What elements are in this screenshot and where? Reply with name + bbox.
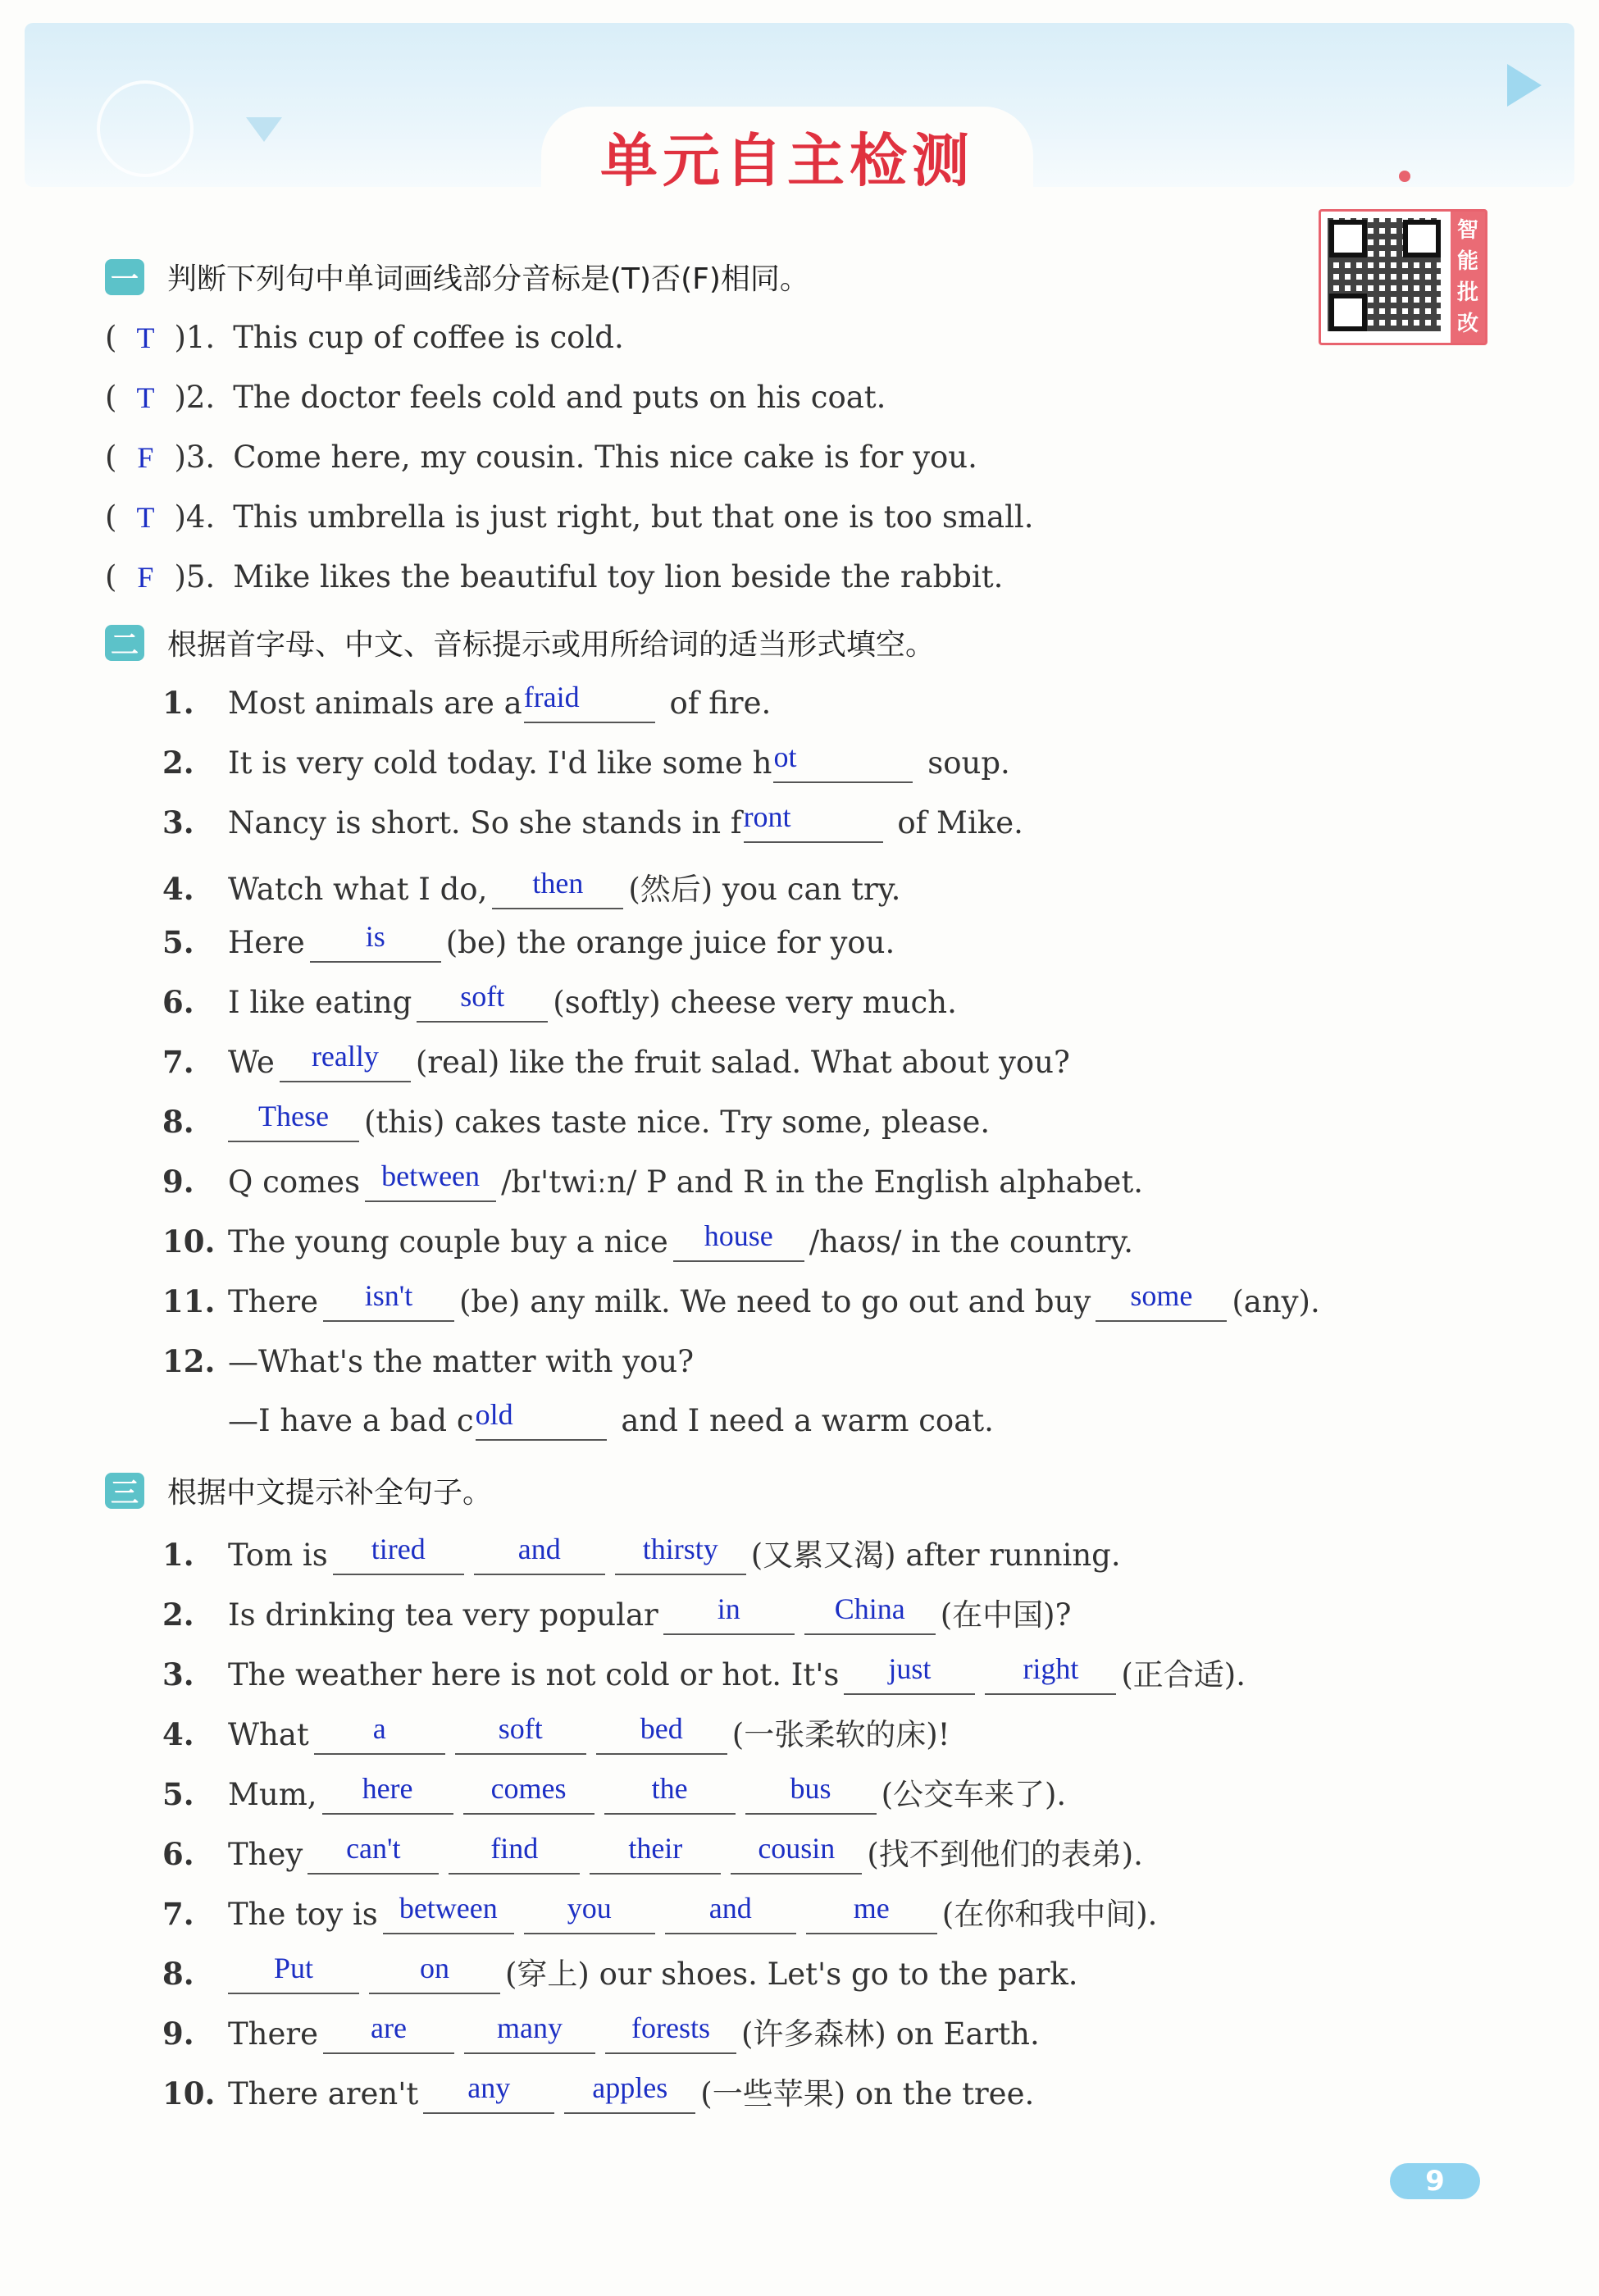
item-text: (softly) cheese very much. (553, 985, 957, 1020)
answer-blank[interactable] (745, 1772, 877, 1815)
item-text: This cup of coffee is cold. (233, 320, 624, 355)
s1-item-2: ( T )2. The doctor feels cold and puts on his coat. (105, 380, 886, 415)
answer-blank[interactable] (314, 1712, 445, 1755)
answer-blank[interactable] (1096, 1279, 1227, 1322)
s1-item-3: ( F )3. Come here, my cousin. This nice cake is for you. (105, 440, 977, 475)
item-number: 11. (162, 1283, 216, 1319)
qr-label-char: 智 (1456, 218, 1478, 243)
item-number: 3. (162, 1656, 194, 1692)
item-text: /bɪ'twiːn/ P and R in the English alphabet. (501, 1164, 1143, 1200)
answer: These (258, 1100, 329, 1132)
item-text: Come here, my cousin. This nice cake is for you. (233, 440, 977, 475)
answer-blank[interactable] (596, 1712, 727, 1755)
item-number: 2. (162, 745, 194, 781)
item-number: 9. (162, 1164, 194, 1200)
item-text: /haʊs/ in the country. (809, 1224, 1134, 1260)
item-text: (在中国)? (940, 1597, 1072, 1633)
answer-blank[interactable] (323, 2011, 454, 2054)
answer: then (532, 867, 584, 900)
item-text: Mike likes the beautiful toy lion beside the rabbit. (233, 559, 1004, 594)
item-text: The toy is (228, 1897, 378, 1932)
item-number: 7. (162, 1896, 194, 1932)
s1-item-1: ( T )1. This cup of coffee is cold. (105, 320, 624, 355)
answer: forests (631, 2011, 710, 2044)
answer-blank[interactable] (365, 1159, 496, 1202)
answer-blank[interactable] (743, 800, 883, 843)
s3-item-3 (162, 1650, 1246, 1695)
item-text: We (228, 1045, 275, 1080)
answer-blank[interactable] (590, 1832, 721, 1875)
item-number: 6. (162, 984, 194, 1020)
answer-blank[interactable] (604, 1772, 736, 1815)
answer-blank[interactable] (523, 681, 655, 723)
item-text: There aren't (228, 2076, 419, 2112)
s3-item-5 (162, 1770, 1066, 1815)
s2-item-4 (162, 864, 900, 909)
answer-blank[interactable] (310, 920, 441, 963)
answer: their (628, 1832, 683, 1865)
item-number: )2. (174, 380, 216, 415)
answer-blank[interactable] (455, 1712, 586, 1755)
item-number: 10. (162, 2075, 216, 2112)
item-text: Mum, (228, 1777, 317, 1812)
answer: any (467, 2071, 511, 2104)
item-text: —What's the matter with you? (228, 1344, 695, 1379)
answer: ot (773, 740, 797, 773)
item-text: (在你和我中间). (941, 1897, 1158, 1932)
item-text: (正合适). (1121, 1657, 1246, 1692)
item-text: Tom is (228, 1538, 328, 1573)
item-text: The weather here is not cold or hot. It's (228, 1657, 840, 1692)
answer: F (137, 561, 154, 594)
s2-item-10 (162, 1219, 1134, 1262)
qr-finder-icon (1403, 220, 1441, 257)
section-badge: 三 (105, 1473, 144, 1509)
item-number: 7. (162, 1044, 194, 1080)
s2-item-8 (162, 1100, 991, 1142)
item-text: (许多森林) on Earth. (741, 2016, 1040, 2052)
item-text: (this) cakes taste nice. Try some, please. (364, 1105, 991, 1140)
s3-item-9 (162, 2009, 1040, 2054)
answer: bed (640, 1712, 683, 1745)
answer: on (420, 1952, 449, 1984)
answer-blank[interactable] (605, 2011, 736, 2054)
item-text: Nancy is short. So she stands in f (228, 805, 742, 840)
qr-label (1451, 212, 1485, 343)
answer: China (834, 1592, 905, 1625)
s2-item-9 (162, 1159, 1143, 1202)
s3-item-8 (162, 1949, 1078, 1994)
section-badge: 二 (105, 625, 144, 661)
answer: between (381, 1159, 481, 1192)
item-text: (穿上) our shoes. Let's go to the park. (505, 1957, 1078, 1992)
answer: really (311, 1040, 379, 1073)
answer: old (475, 1398, 513, 1431)
item-text: There (228, 2016, 318, 2052)
answer-blank[interactable] (308, 1832, 439, 1875)
item-text: of Mike. (897, 805, 1023, 840)
item-text: Q comes (228, 1164, 361, 1200)
s2-item-1 (162, 681, 772, 723)
item-text: (找不到他们的表弟). (867, 1837, 1143, 1872)
s1-item-4: ( T )4. This umbrella is just right, but that one is too small. (105, 499, 1034, 535)
qr-label-char: 改 (1456, 312, 1478, 336)
hanger-icon (1399, 171, 1410, 182)
item-text: What (228, 1717, 309, 1752)
answer: here (362, 1772, 413, 1805)
answer: between (399, 1892, 498, 1925)
item-text: The doctor feels cold and puts on his coat. (233, 380, 886, 415)
answer: many (497, 2011, 563, 2044)
page-number: 9 (1390, 2163, 1480, 2199)
item-number: 3. (162, 804, 194, 840)
answer: house (704, 1219, 773, 1252)
qr-finder-icon (1329, 220, 1367, 257)
item-number: 1. (162, 685, 194, 721)
answer-blank[interactable] (383, 1892, 514, 1934)
answer-blank[interactable] (323, 1279, 454, 1322)
answer-blank[interactable] (464, 2011, 595, 2054)
answer-blank[interactable] (564, 2071, 695, 2114)
item-number: 4. (162, 1716, 194, 1752)
section-3-heading (105, 1469, 492, 1511)
answer: can't (346, 1832, 401, 1865)
item-text: Watch what I do, (228, 872, 488, 907)
answer: just (888, 1652, 932, 1685)
item-number: )4. (174, 499, 216, 535)
answer-blank[interactable] (773, 740, 913, 783)
answer-blank[interactable] (673, 1219, 804, 1262)
item-text: Most animals are a (228, 686, 522, 721)
s2-item-12 (162, 1343, 694, 1379)
answer-blank[interactable] (228, 1952, 359, 1994)
answer-blank[interactable] (423, 2071, 554, 2114)
item-text: (一张柔软的床)! (731, 1717, 950, 1752)
answer: bus (790, 1772, 831, 1805)
answer: me (853, 1892, 890, 1925)
answer-blank[interactable] (322, 1772, 453, 1815)
item-number: 8. (162, 1956, 194, 1992)
answer: T (136, 381, 155, 414)
s2-item-7 (162, 1040, 1070, 1082)
item-number: )1. (174, 320, 216, 355)
item-text: (又累又渴) after running. (750, 1538, 1121, 1573)
answer: right (1023, 1652, 1079, 1685)
item-number: 12. (162, 1343, 216, 1379)
answer: F (137, 441, 154, 474)
qr-label-char: 批 (1456, 280, 1478, 305)
item-text: —I have a bad c (228, 1403, 474, 1438)
s3-item-4 (162, 1710, 950, 1755)
answer-blank[interactable] (985, 1652, 1116, 1695)
s2-item-5 (162, 920, 895, 963)
answer: thirsty (642, 1533, 718, 1565)
item-text: (一些苹果) on the tree. (700, 2076, 1035, 2112)
answer: tired (371, 1533, 426, 1565)
item-text: soup. (927, 745, 1010, 781)
answer: fraid (523, 681, 580, 713)
item-number: 4. (162, 871, 194, 907)
answer: isn't (364, 1279, 413, 1312)
answer: in (717, 1592, 740, 1625)
s3-item-7 (162, 1889, 1157, 1934)
section-instruction: 判断下列句中单词画线部分音标是(T)否(F)相同。 (167, 262, 809, 296)
answer: ront (743, 800, 791, 833)
s2-item-2 (162, 740, 1010, 783)
item-number: 8. (162, 1104, 194, 1140)
answer-blank[interactable] (417, 980, 548, 1023)
item-text: (any). (1232, 1284, 1320, 1319)
answer: soft (460, 980, 505, 1013)
answer: soft (498, 1712, 543, 1745)
answer-blank[interactable] (369, 1952, 500, 1994)
answer-blank[interactable] (280, 1040, 411, 1082)
s3-item-10 (162, 2069, 1034, 2114)
answer: are (371, 2011, 407, 2044)
item-number: 10. (162, 1223, 216, 1260)
answer-blank[interactable] (804, 1592, 936, 1635)
answer: a (372, 1712, 386, 1745)
item-text: This umbrella is just right, but that one is too small. (233, 499, 1034, 535)
qr-code-card[interactable] (1319, 209, 1487, 345)
item-number: 5. (162, 924, 194, 960)
answer-blank[interactable] (665, 1892, 796, 1934)
item-number: 2. (162, 1597, 194, 1633)
item-text: of fire. (669, 686, 772, 721)
answer-blank[interactable] (333, 1533, 464, 1575)
item-text: (公交车来了). (881, 1777, 1067, 1812)
s1-item-5: ( F )5. Mike likes the beautiful toy lion beside the rabbit. (105, 559, 1004, 594)
answer: apples (592, 2071, 668, 2104)
answer-blank[interactable] (449, 1832, 580, 1875)
s2-item-6 (162, 980, 957, 1023)
answer: you (567, 1892, 612, 1925)
item-text: (real) like the fruit salad. What about you? (415, 1045, 1070, 1080)
s2-item-11 (162, 1279, 1320, 1322)
section-instruction: 根据中文提示补全句子。 (167, 1476, 493, 1510)
s2-item-12-reply (228, 1398, 994, 1441)
s3-item-6 (162, 1829, 1143, 1875)
answer-blank[interactable] (615, 1533, 746, 1575)
item-text: I like eating (228, 985, 412, 1020)
answer-blank[interactable] (731, 1832, 862, 1875)
item-text: (be) the orange juice for you. (445, 925, 895, 960)
section-instruction: 根据首字母、中文、音标提示或用所给词的适当形式填空。 (167, 628, 936, 662)
item-text: (然后) you can try. (628, 872, 901, 907)
answer: and (517, 1533, 561, 1565)
page-title: 单元自主检测 (600, 127, 974, 194)
qr-finder-icon (1329, 294, 1367, 331)
section-1-heading (105, 256, 809, 298)
item-text: and I need a warm coat. (621, 1403, 994, 1438)
answer: and (708, 1892, 752, 1925)
qr-label-char: 能 (1456, 249, 1478, 274)
section-badge: 一 (105, 259, 144, 295)
answer-blank[interactable] (806, 1892, 937, 1934)
item-number: 1. (162, 1537, 194, 1573)
answer-blank[interactable] (524, 1892, 655, 1934)
item-text: They (228, 1837, 303, 1872)
decor-triangle-icon (246, 117, 282, 142)
answer: find (490, 1832, 539, 1865)
answer-blank[interactable] (474, 1533, 605, 1575)
answer-blank[interactable] (663, 1592, 795, 1635)
answer: cousin (758, 1832, 836, 1865)
item-text: (be) any milk. We need to go out and buy (459, 1284, 1091, 1319)
answer: T (136, 501, 155, 534)
answer: some (1130, 1279, 1193, 1312)
item-text: The young couple buy a nice (228, 1224, 668, 1260)
s3-item-2 (162, 1590, 1071, 1635)
item-number: 5. (162, 1776, 194, 1812)
answer-blank[interactable] (228, 1100, 359, 1142)
decor-circle (97, 80, 194, 177)
decor-play-icon (1507, 64, 1542, 107)
item-number: )5. (174, 559, 216, 594)
answer-blank[interactable] (492, 867, 623, 909)
item-text: Is drinking tea very popular (228, 1597, 658, 1633)
item-text: There (228, 1284, 318, 1319)
answer: the (651, 1772, 688, 1805)
item-number: 9. (162, 2016, 194, 2052)
section-2-heading (105, 622, 935, 663)
answer: comes (490, 1772, 567, 1805)
answer: T (136, 321, 155, 354)
s3-item-1 (162, 1530, 1121, 1575)
item-number: 6. (162, 1836, 194, 1872)
answer: is (365, 920, 385, 953)
answer-blank[interactable] (463, 1772, 594, 1815)
item-text: Here (228, 925, 305, 960)
s2-item-3 (162, 800, 1023, 843)
answer-blank[interactable] (844, 1652, 975, 1695)
item-text: It is very cold today. I'd like some h (228, 745, 772, 781)
answer: Put (273, 1952, 314, 1984)
item-number: )3. (174, 440, 216, 475)
answer-blank[interactable] (475, 1398, 607, 1441)
